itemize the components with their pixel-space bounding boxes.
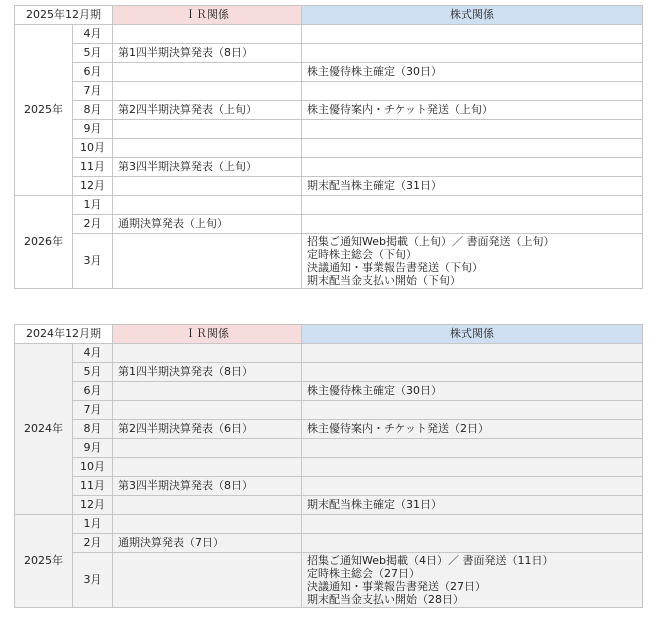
ir-cell	[113, 439, 302, 458]
month-cell: 3月	[73, 553, 113, 608]
stock-cell	[302, 515, 643, 534]
stock-header: 株式関係	[302, 325, 643, 344]
schedule-table-2025	[14, 5, 643, 289]
table-row	[15, 344, 643, 363]
month-cell: 2月	[73, 215, 113, 234]
year-cell: 2025年	[15, 25, 73, 196]
table-row	[15, 553, 643, 608]
stock-cell	[302, 158, 643, 177]
stock-cell: 株主優待案内・チケット発送（2日）	[302, 420, 643, 439]
stock-cell-multiline	[302, 234, 643, 289]
stock-line: 定時株主総会（下旬）	[307, 248, 417, 261]
table-row	[15, 420, 643, 439]
month-cell: 1月	[73, 196, 113, 215]
stock-cell: 株主優待株主確定（30日）	[302, 382, 643, 401]
table-row	[15, 515, 643, 534]
schedule-table-2024	[14, 324, 643, 608]
stock-cell	[302, 534, 643, 553]
month-cell: 10月	[73, 139, 113, 158]
month-cell: 9月	[73, 439, 113, 458]
stock-cell	[302, 139, 643, 158]
table-row	[15, 63, 643, 82]
stock-line: 期末配当金支払い開始（下旬）	[307, 274, 461, 287]
month-cell: 2月	[73, 534, 113, 553]
month-cell: 12月	[73, 496, 113, 515]
table-row	[15, 158, 643, 177]
table-row	[15, 458, 643, 477]
stock-line: 招集ご通知Web掲載（4日）／ 書面発送（11日）	[307, 554, 554, 567]
ir-cell: 第2四半期決算発表（上旬）	[113, 101, 302, 120]
table-row	[15, 25, 643, 44]
stock-cell	[302, 25, 643, 44]
month-cell: 1月	[73, 515, 113, 534]
ir-cell	[113, 382, 302, 401]
ir-cell	[113, 82, 302, 101]
ir-header: ＩＲ関係	[113, 6, 302, 25]
stock-cell	[302, 439, 643, 458]
fiscal-period-header: 2024年12月期	[15, 325, 113, 344]
month-cell: 8月	[73, 420, 113, 439]
stock-cell: 株主優待案内・チケット発送（上旬）	[302, 101, 643, 120]
table-row	[15, 363, 643, 382]
stock-line: 決議通知・事業報告書発送（下旬）	[307, 261, 483, 274]
year-cell: 2025年	[15, 515, 73, 608]
table-row	[15, 234, 643, 289]
stock-line: 期末配当金支払い開始（28日）	[307, 593, 464, 606]
ir-header: ＩＲ関係	[113, 325, 302, 344]
stock-line: 招集ご通知Web掲載（上旬）／ 書面発送（上旬）	[307, 235, 555, 248]
stock-cell	[302, 215, 643, 234]
stock-cell	[302, 363, 643, 382]
stock-line: 決議通知・事業報告書発送（27日）	[307, 580, 486, 593]
stock-line: 定時株主総会（27日）	[307, 567, 420, 580]
ir-cell: 第3四半期決算発表（上旬）	[113, 158, 302, 177]
table-row	[15, 534, 643, 553]
ir-cell: 通期決算発表（上旬）	[113, 215, 302, 234]
header-row	[15, 6, 643, 25]
ir-cell	[113, 401, 302, 420]
month-cell: 4月	[73, 25, 113, 44]
month-cell: 11月	[73, 158, 113, 177]
ir-cell	[113, 25, 302, 44]
ir-cell	[113, 553, 302, 608]
month-cell: 12月	[73, 177, 113, 196]
ir-cell	[113, 63, 302, 82]
ir-cell	[113, 139, 302, 158]
month-cell: 7月	[73, 401, 113, 420]
month-cell: 5月	[73, 363, 113, 382]
table-row	[15, 382, 643, 401]
ir-cell	[113, 177, 302, 196]
ir-cell	[113, 496, 302, 515]
stock-cell	[302, 120, 643, 139]
table-row	[15, 477, 643, 496]
table-row	[15, 215, 643, 234]
table-row	[15, 439, 643, 458]
month-cell: 6月	[73, 63, 113, 82]
ir-cell: 通期決算発表（7日）	[113, 534, 302, 553]
month-cell: 8月	[73, 101, 113, 120]
table-row	[15, 401, 643, 420]
month-cell: 11月	[73, 477, 113, 496]
ir-cell	[113, 234, 302, 289]
stock-cell: 株主優待株主確定（30日）	[302, 63, 643, 82]
year-cell: 2024年	[15, 344, 73, 515]
table-row	[15, 44, 643, 63]
table-row	[15, 177, 643, 196]
month-cell: 9月	[73, 120, 113, 139]
ir-cell	[113, 196, 302, 215]
table-row	[15, 101, 643, 120]
header-row	[15, 325, 643, 344]
ir-cell: 第2四半期決算発表（6日）	[113, 420, 302, 439]
stock-cell: 期末配当株主確定（31日）	[302, 177, 643, 196]
stock-cell	[302, 196, 643, 215]
table-row	[15, 120, 643, 139]
year-cell: 2026年	[15, 196, 73, 289]
stock-cell: 期末配当株主確定（31日）	[302, 496, 643, 515]
stock-cell	[302, 477, 643, 496]
table-row	[15, 82, 643, 101]
fiscal-period-header: 2025年12月期	[15, 6, 113, 25]
stock-cell	[302, 458, 643, 477]
ir-cell	[113, 458, 302, 477]
stock-cell	[302, 82, 643, 101]
stock-cell-multiline	[302, 553, 643, 608]
ir-cell	[113, 344, 302, 363]
month-cell: 10月	[73, 458, 113, 477]
stock-cell	[302, 44, 643, 63]
table-row	[15, 196, 643, 215]
month-cell: 5月	[73, 44, 113, 63]
table-row	[15, 139, 643, 158]
ir-cell: 第1四半期決算発表（8日）	[113, 44, 302, 63]
month-cell: 6月	[73, 382, 113, 401]
ir-cell: 第3四半期決算発表（8日）	[113, 477, 302, 496]
ir-cell	[113, 515, 302, 534]
month-cell: 4月	[73, 344, 113, 363]
month-cell: 7月	[73, 82, 113, 101]
month-cell: 3月	[73, 234, 113, 289]
stock-cell	[302, 401, 643, 420]
stock-header: 株式関係	[302, 6, 643, 25]
ir-cell	[113, 120, 302, 139]
ir-cell: 第1四半期決算発表（8日）	[113, 363, 302, 382]
table-row	[15, 496, 643, 515]
stock-cell	[302, 344, 643, 363]
